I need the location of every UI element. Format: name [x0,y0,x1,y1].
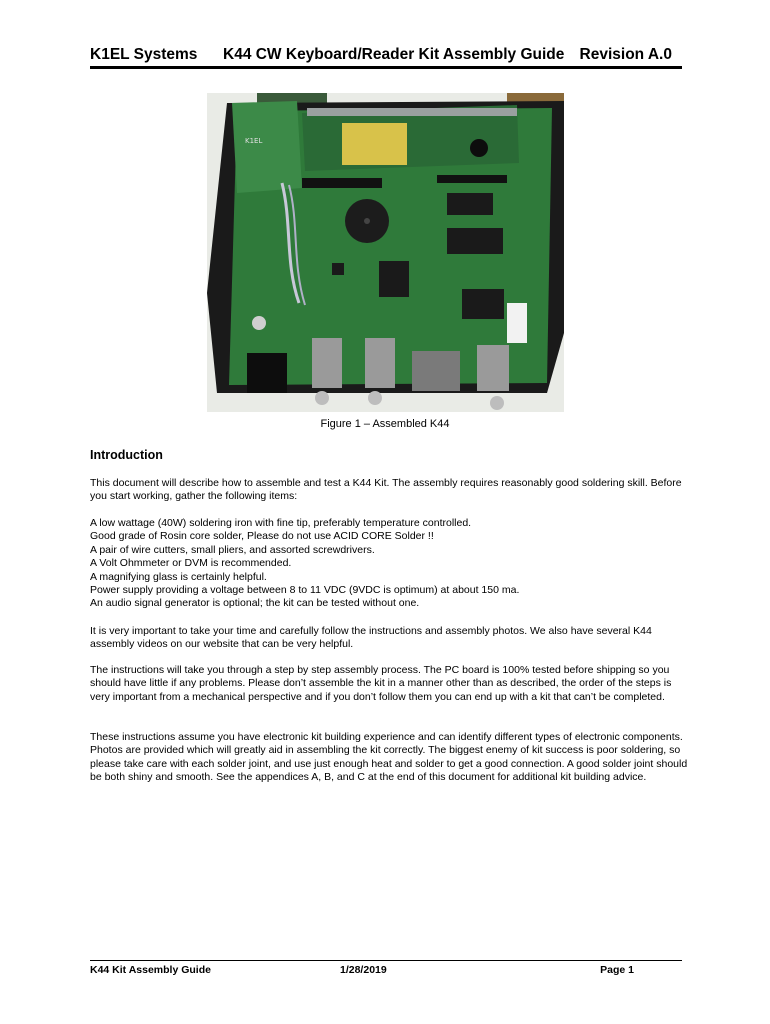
footer-date: 1/28/2019 [340,964,387,976]
list-item: A low wattage (40W) soldering iron with fine tip, preferably temperature controlled. [90,517,472,529]
header-revision: Revision A.0 [579,46,672,63]
intro-paragraph-2: It is very important to take your time and carefully follow the instructions and assembly photos. We also have several K44 assembly videos on our website that can be very helpful. [90,625,652,651]
list-item: Power supply providing a voltage between 8 to 11 VDC (9VDC is optimum) at about 150 ma. [90,584,520,597]
header-rule [90,66,682,69]
intro-paragraph-4: These instructions assume you have electronic kit building experience and can identify different types of electronic components. Photos are provided which will greatly aid in assembling the kit correctly. The biggest enemy of kit success is poor soldering, so please take care with each solder joint, and use just enough heat and solder to get a good connection. A good solder joint should be both shiny and smooth. See the appendices A, B, and C at the end of this document for additional kit building advice. [90,731,688,784]
intro-paragraph-1: This document will describe how to assemble and test a K44 Kit. The assembly requires reasonably good soldering skill. Before you start working, gather the following items: [90,477,682,503]
footer-rule [90,960,682,961]
intro-paragraph-3: The instructions will take you through a step by step assembly process. The PC board is 100% tested before shipping so you should have little if any problems. Please don’t assemble the kit in a manner other than as described, the order of the steps is very important from a mechanical perspective and if you don’t follow them you can end up with a kit that can’t be completed. [90,664,672,703]
list-item: Good grade of Rosin core solder, Please do not use ACID CORE Solder !! [90,530,434,543]
header-title: K44 CW Keyboard/Reader Kit Assembly Guide [223,46,565,63]
introduction-heading: Introduction [90,448,163,462]
list-item: A magnifying glass is certainly helpful. [90,570,267,583]
figure-caption: Figure 1 – Assembled K44 [320,418,450,430]
footer-page-number: Page 1 [600,964,634,976]
list-item: A Volt Ohmmeter or DVM is recommended. [90,557,292,570]
page-header [90,44,680,66]
required-items-list [90,517,690,611]
list-item: A pair of wire cutters, small pliers, and assorted screwdrivers. [90,543,375,556]
assembled-k44-photo [207,93,564,412]
footer-doc-title: K44 Kit Assembly Guide [90,964,211,976]
list-item: An audio signal generator is optional; the kit can be tested without one. [90,597,420,610]
board-label: K1EL [245,137,263,145]
header-company: K1EL Systems [90,46,198,63]
page-footer [90,964,680,980]
